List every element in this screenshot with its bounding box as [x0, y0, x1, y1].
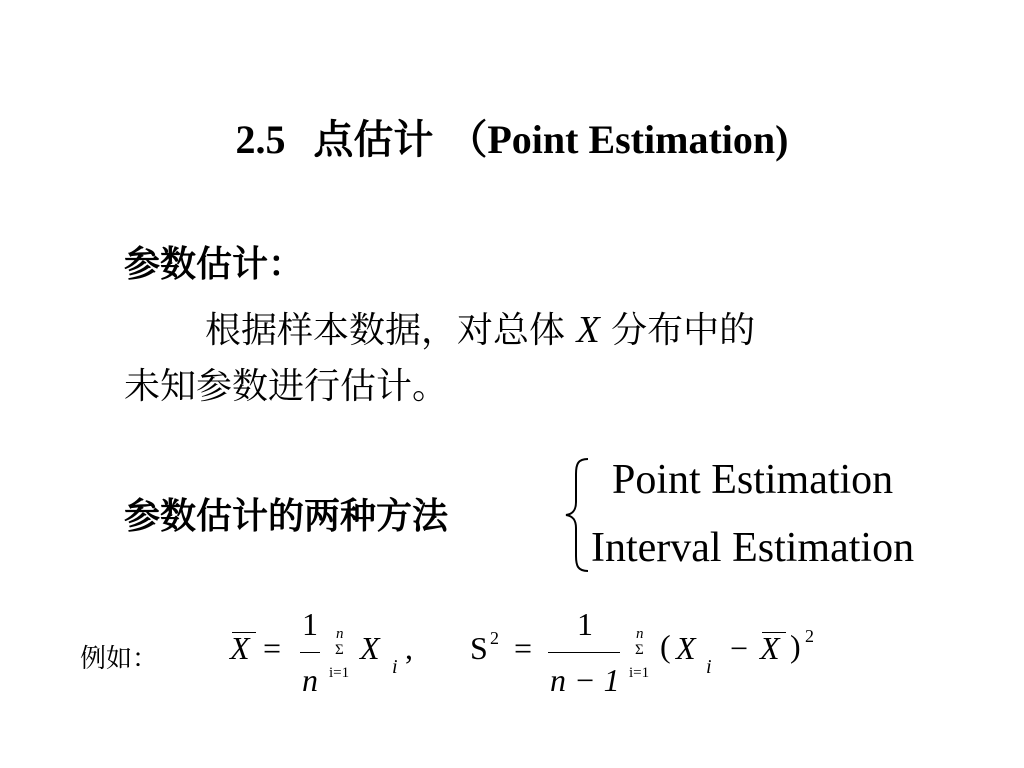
sum-lower-limit-2: i=1 [629, 665, 650, 681]
term-subscript-2: i [706, 656, 712, 678]
minus-sign: − [730, 630, 749, 666]
close-paren: ) [790, 628, 801, 664]
equals-sign: = [263, 630, 282, 666]
left-brace-icon [562, 456, 592, 574]
fraction-bar [300, 652, 320, 653]
fraction-numerator: 1 [302, 606, 318, 642]
sum-upper-limit-2: n [636, 626, 644, 642]
definition-text-b: 分布中的 [611, 310, 756, 351]
fraction-denominator: n [302, 662, 318, 698]
definition-line-1 [205, 302, 755, 353]
fraction-denominator-2: n − 1 [550, 662, 620, 698]
definition-text-a: 根据样本数据，对总体 [205, 310, 566, 351]
sum-symbol-icon: Σ [335, 642, 344, 658]
equals-sign-2: = [514, 630, 533, 666]
title-chinese: 点估计 [313, 116, 434, 163]
open-paren: ( [660, 628, 671, 664]
slide-title [0, 108, 1024, 165]
power-superscript: 2 [805, 626, 814, 646]
mean-symbol-2: X [760, 630, 780, 666]
fraction-numerator-2: 1 [577, 606, 593, 642]
example-label: 例如： [80, 644, 159, 674]
comma: , [405, 630, 413, 666]
fraction-bar-2 [548, 652, 620, 653]
method-point-estimation: Point Estimation [612, 457, 894, 503]
definition-heading: 参数估计： [124, 244, 305, 285]
variance-symbol: S [470, 630, 488, 666]
sum-upper-limit: n [336, 626, 344, 642]
sum-lower-limit: i=1 [329, 665, 350, 681]
sum-symbol-icon-2: Σ [635, 642, 644, 658]
population-variable: X [576, 309, 600, 351]
variance-superscript: 2 [490, 628, 499, 648]
methods-label: 参数估计的两种方法 [124, 496, 449, 537]
section-number: 2.5 [235, 117, 286, 162]
term-subscript: i [392, 656, 398, 678]
definition-line-2: 未知参数进行估计。 [124, 366, 449, 407]
mean-symbol: X [230, 630, 250, 666]
title-english: （Point Estimation) [447, 117, 789, 162]
term-x-2: X [676, 630, 696, 666]
term-x: X [360, 630, 380, 666]
method-interval-estimation: Interval Estimation [591, 525, 915, 571]
